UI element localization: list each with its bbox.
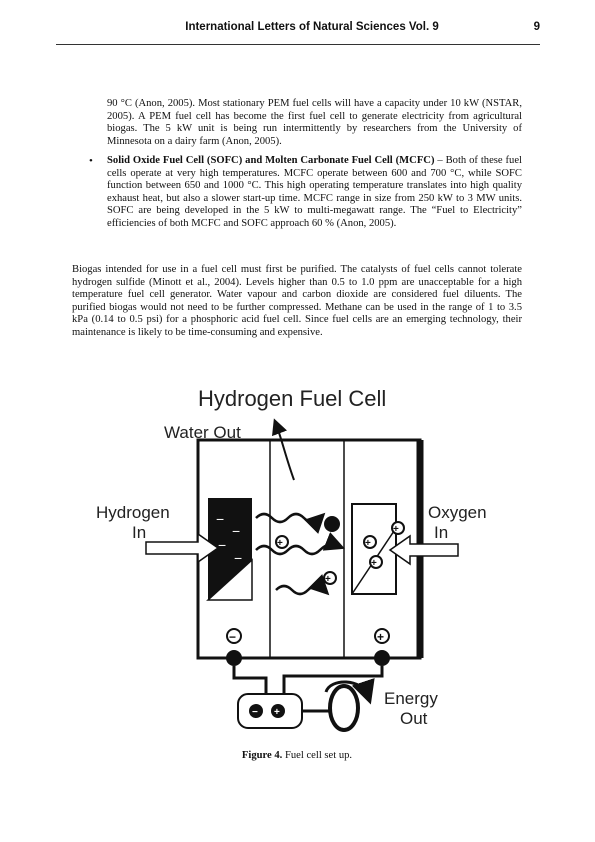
bullet-heading: Solid Oxide Fuel Cell (SOFC) and Molten Carbonate Fuel Cell (MCFC)	[107, 155, 435, 166]
hydrogen-in-label-1: Hydrogen	[96, 503, 170, 522]
fuel-cell-figure	[86, 378, 486, 738]
body-paragraph: Biogas intended for use in a fuel cell must first be purified. The catalysts of fuel cells cannot tolerate hydrogen sulfide (Minott et al., 2004). Levels higher than 0.5 to 1.0 ppm are unacceptable for a high temperature fuel cell generator. Water vapour and carbon dioxide are considered fuel diluents. The purified biogas would not need to be further compressed. Methane can be used in the range of 1 to 3.5 kPa (0.14 to 0.5 psi) for a phosphoric acid fuel cell. Since fuel cells are an emerging technology, their maintenance is likely to be time-consuming and expensive.	[72, 264, 522, 338]
oxygen-in-label-1: Oxygen	[428, 503, 486, 522]
page-number: 9	[533, 21, 540, 33]
anode-minus-1: −	[216, 511, 225, 527]
hydrogen-in-label-2: In	[132, 523, 147, 542]
anode-minus-4: −	[234, 550, 243, 566]
anode-minus-2: −	[232, 523, 241, 539]
figure-title: Hydrogen Fuel Cell	[198, 386, 387, 411]
caption-text: Fuel cell set up.	[282, 750, 353, 761]
bullet-continuation: 90 °C (Anon, 2005). Most stationary PEM fuel cells will have a capacity under 10 kW (NSTAR, 2005). A PEM fuel cell has become the first fuel cell to generate electricity from agricultural biogas. The 5 kW unit is being run intermittently by researchers from the University of Minnesota on a dairy farm (Anon, 2005).	[107, 98, 522, 147]
journal-title: International Letters of Natural Sciences Vol. 9	[185, 21, 439, 33]
positive-post	[374, 650, 390, 666]
bullet-marker: •	[89, 155, 93, 167]
rotation-disc	[330, 686, 358, 730]
electron-dot	[324, 516, 340, 532]
ion-1-plus: +	[277, 538, 283, 549]
header-rule	[56, 44, 540, 45]
anode-minus-3: −	[218, 537, 227, 553]
caption-label: Figure 4.	[241, 750, 283, 761]
bullet-text: – Both of these fuel cells operate at very high temperatures. MCFC operate between 600 and 700 °C, while SOFC function between 650 and 1000 °C. This high operating temperature translates into high quality exhaust heat, but also a slower start-up time. MCFC range in size from 250 kW to 3 MW units. SOFC are being developed in the 5 kW to multi-megawatt range. The “Fuel to Electricity” efficiencies of both MCFC and SOFC approach 60 % (Anon, 2005).	[107, 155, 522, 229]
cathode-plate	[352, 504, 396, 594]
positive-terminal-sign: +	[377, 630, 385, 644]
energy-out-label-1: Energy	[384, 689, 438, 708]
ion-5-plus: +	[371, 558, 377, 569]
negative-terminal-sign: −	[229, 630, 237, 644]
wavy-arrow-1	[256, 514, 320, 522]
ion-4-plus: +	[393, 524, 399, 535]
ion-2-plus: +	[325, 574, 331, 585]
fuel-cell-diagram	[86, 378, 486, 738]
motor-positive-sign: +	[274, 707, 280, 718]
negative-post	[226, 650, 242, 666]
ion-3-plus: +	[365, 538, 371, 549]
wavy-arrow-3	[276, 586, 324, 594]
wavy-arrow-2	[256, 545, 338, 554]
figure-caption	[72, 750, 522, 761]
energy-out-label-2: Out	[400, 709, 428, 728]
bullet-item	[107, 155, 522, 230]
motor-negative-sign: −	[252, 707, 258, 718]
water-out-arrow	[276, 424, 294, 480]
motor-body	[238, 694, 302, 728]
water-out-label: Water Out	[164, 423, 241, 442]
oxygen-in-label-2: In	[434, 523, 449, 542]
hydrogen-in-arrow	[146, 534, 218, 562]
running-header	[84, 19, 540, 37]
